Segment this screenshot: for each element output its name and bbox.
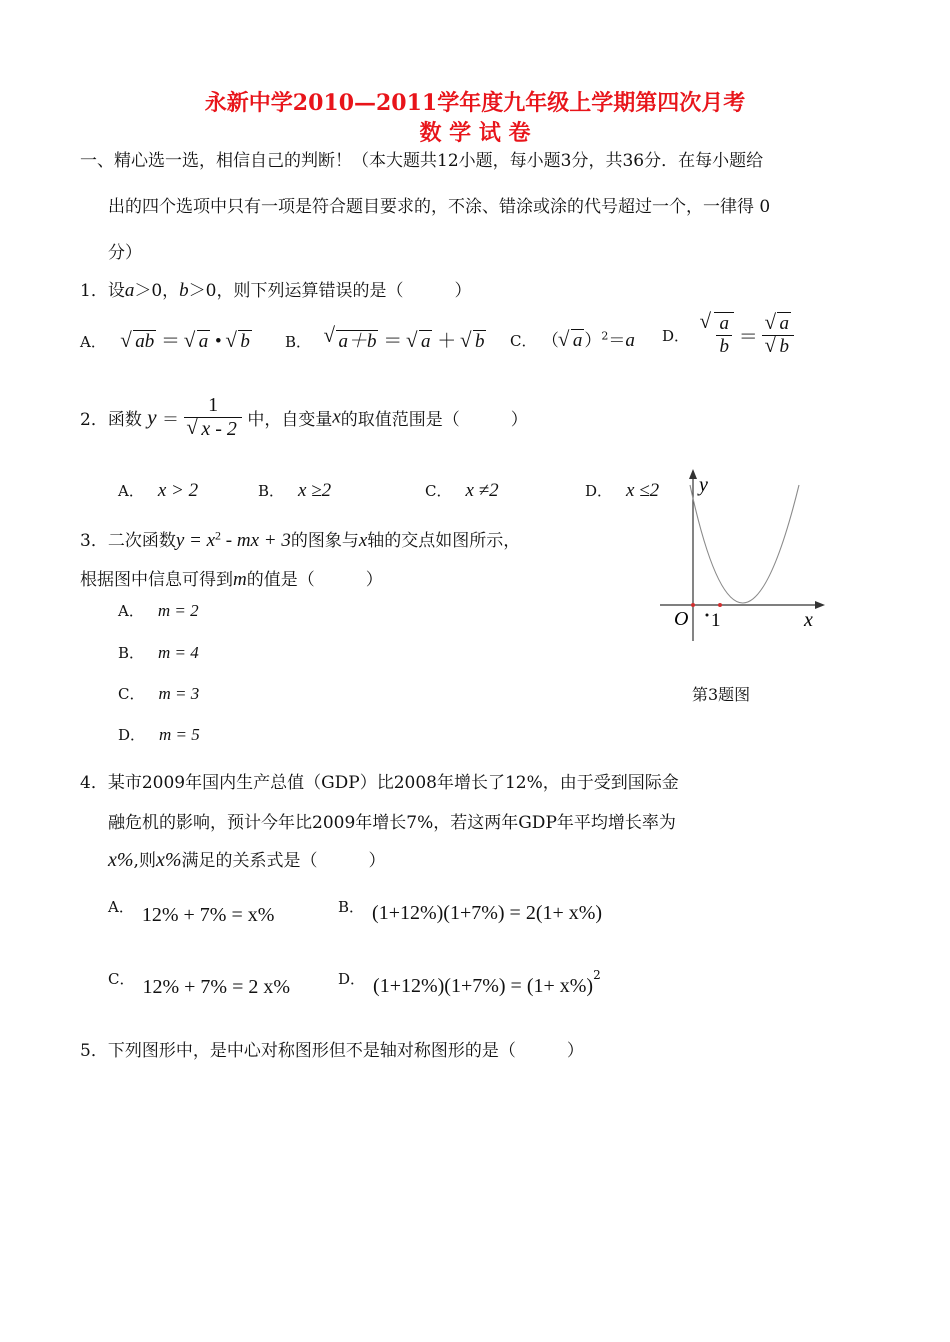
q4-stem-line1: 4．某市2009年国内生产总值（GDP）比2008年增长了12%，由于受到国际金 (80, 773, 679, 793)
origin-point (691, 603, 695, 607)
q1-option-b: B． √ a＋b ＝ √ a ＋ √ b (285, 326, 486, 353)
q3-option-c: C． m = 3 (118, 684, 200, 703)
q1-option-a: A． √ ab ＝ √ a • √ b (80, 326, 252, 353)
tick-dot (706, 614, 709, 617)
q4-option-b: B． (1+12%)(1+7%) = 2(1+ x%) (338, 898, 603, 924)
q4-option-a: A． 12% + 7% = x% (108, 898, 275, 926)
q4-option-d: D． $(1+12\%)(1+7\%) = (1+ x\%)^2$ (338, 968, 601, 997)
x-axis-arrow (815, 601, 825, 609)
q2-option-d: D． x ≤2 (585, 480, 660, 501)
q3-option-a: A． m = 2 (118, 601, 199, 620)
q3-option-d: D． m = 5 (118, 725, 200, 744)
q5-stem: 5．下列图形中，是中心对称图形但不是轴对称图形的是（ ） (80, 1041, 584, 1061)
q2-option-b: B． x ≥2 (258, 480, 332, 501)
page-subtitle: 数 学 试 卷 (419, 120, 531, 146)
tick-label-one: 1 (711, 610, 721, 631)
q1-option-c: C． （√ a ）$^2$＝a (510, 326, 635, 352)
page-title: 永新中学2010—2011学年度九年级上学期第四次月考 (204, 90, 746, 116)
q2-option-a: A． x > 2 (118, 480, 199, 501)
q3-stem-line2: 根据图中信息可得到m的值是（ ） (80, 569, 383, 590)
q2-option-c: C． x ≠2 (425, 480, 499, 501)
origin-label: O (674, 608, 689, 630)
section-instructions-line2: 出的四个选项中只有一项是符合题目要求的，不涂、错涂或涂的代号超过一个，一律得 0 (108, 197, 771, 217)
y-axis-arrow (689, 469, 697, 479)
q4-stem-line2: 融危机的影响，预计今年比2009年增长7%，若这两年GDP年平均增长率为 (108, 813, 676, 833)
q1-stem: 1．设a＞0，b＞0，则下列运算错误的是（ ） (80, 280, 472, 301)
q4-option-c: C． 12% + 7% = 2 x% (108, 970, 291, 998)
section-instructions-line1: 一、精心选一选，相信自己的判断！（本大题共12小题，每小题3分，共36分．在每小题给 (80, 151, 764, 171)
intersection-point (718, 603, 722, 607)
q2-stem: 2．函数 y ＝ 1 √ x - 2 中，自变量x的取值范围是（ ） (80, 394, 528, 441)
parabola-curve (690, 485, 799, 603)
q1-option-d: D． √ $\frac{a}{b}$ ＝ √ a √ b (662, 312, 794, 358)
q3-option-b: B． m = 4 (118, 643, 199, 662)
y-axis-label: y (699, 474, 708, 496)
x-axis-label: x (804, 609, 813, 631)
q3-parabola-figure (655, 463, 835, 643)
q3-figure-caption: 第3题图 (692, 685, 751, 704)
q4-stem-line3: x%,则x%满足的关系式是（ ） (108, 849, 386, 871)
section-instructions-line3: 分） (108, 243, 142, 263)
q3-stem: 3．二次函数$y = x^2$ - mx + 3的图象与x轴的交点如图所示， (80, 528, 521, 551)
